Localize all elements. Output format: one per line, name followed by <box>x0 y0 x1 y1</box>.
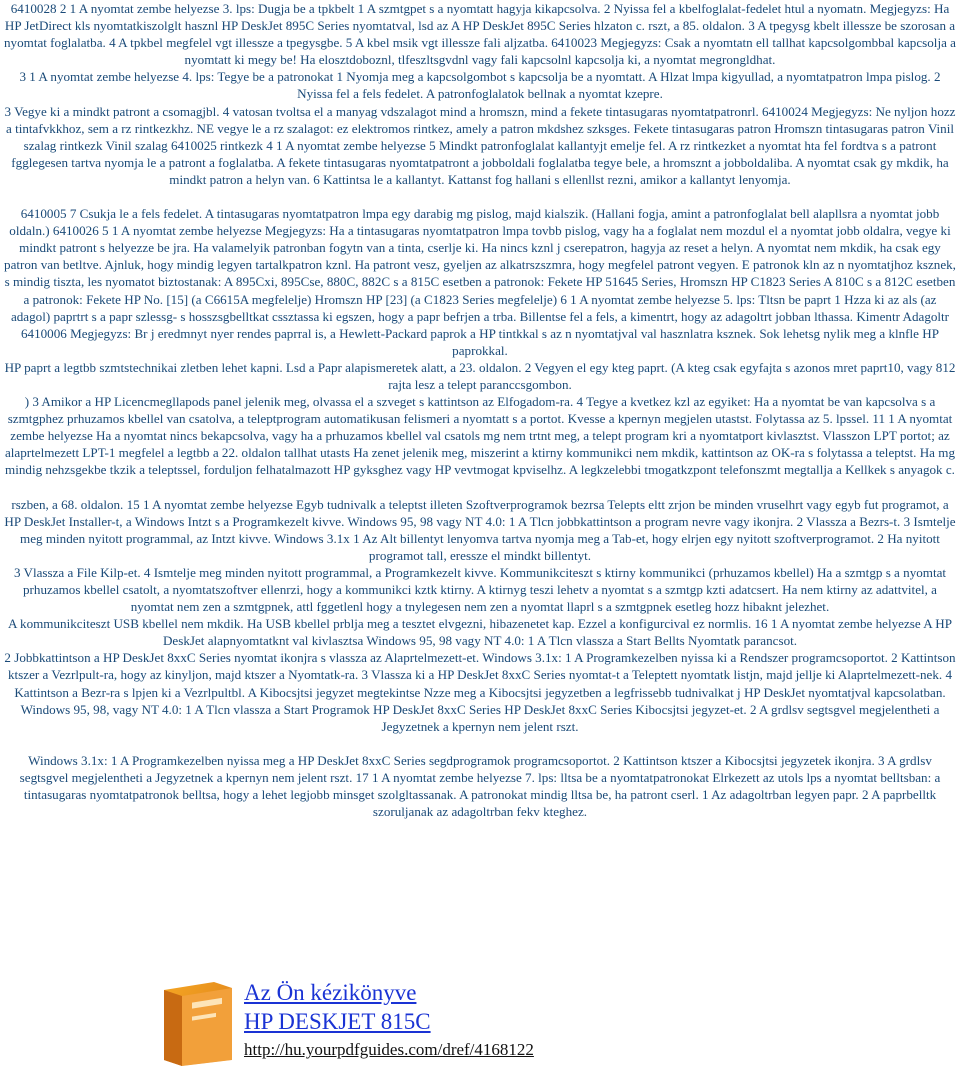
book-icon <box>158 978 238 1066</box>
manual-title-link[interactable]: Az Ön kézikönyve <box>244 980 417 1005</box>
paragraph-10: 2 Jobbkattintson a HP DeskJet 8xxC Series nyomtat ikonjra s vlassza az Alaprtelmezett-et. Windows 3.1x: 1 A Programkezelben nyissa ki a Rendszer programcsoportot. 2 Kattintson ktszer a Vezrlpult-ra, hogy az kinyljon, majd ktszer a Nyomtatk-ra. 3 Vlassza ki a HP DeskJet 8xxC Series nyomtat-t a Teleptett nyomtatk listjn, majd jellje ki Alaprtelmezett-nek. 4 Kattintson a Bezr-ra s lpjen ki a Vezrlpultbl. A Kibocsjtsi jegyzet megtekintse Nzze meg a Kibocsjtsi jegyzetben a legfrissebb tudnivalkat j HP DeskJet nyomtatjval kapcsolatban. Windows 95, 98, vagy NT 4.0: 1 A Tlcn vlassza a Start Programok HP DeskJet 8xxC Series HP DeskJet 8xxC Series Kibocsjtsi jegyzet-et. 2 A grdlsv segtsgvel megjelentheti a Jegyzetnek a kpernyn nem jelent rszt. <box>4 650 956 734</box>
paragraph-5: HP paprt a legtbb szmtstechnikai zletben lehet kapni. Lsd a Papr alapismeretek alatt, a 23. oldalon. 2 Vegyen el egy kteg paprt. (A kteg csak egyfajta s azonos mret paprt10, vagy 812 rajta lesz a telept paranccsgombon. <box>4 359 956 392</box>
paragraph-2: 3 1 A nyomtat zembe helyezse 4. lps: Tegye be a patronokat 1 Nyomja meg a kapcsolgombot s kapcsolja be a nyomtatt. A Hlzat lmpa kigyullad, a nyomtatpatron lmpa pislog. 2 Nyissa fel a fels fedelet. A patronfoglalatok bellnak a nyomtat kzepre. <box>19 69 941 102</box>
paragraph-9: A kommunikciteszt USB kbellel nem mkdik. Ha USB kbellel prblja meg a tesztet elvgezni, hibazenetet kap. Ezzel a konfigurcival ez normlis. 16 1 A nyomtat zembe helyezse A HP DeskJet alapnyomtatknt val kivlasztsa Windows 95, 98 vagy NT 4.0: 1 A Tlcn vlassza a Start Bellts Nyomtatk parancsot. <box>8 616 952 649</box>
paragraph-3: 3 Vegye ki a mindkt patront a csomagjbl. 4 vatosan tvoltsa el a manyag vdszalagot mind a hromszn, mind a fekete tintasugaras nyomtatpatronrl. 6410024 Megjegyzs: Ne nyljon hozz a tintafvkkhoz, sem a rz rintkezkhz. NE vegye le a rz szalagot: ez elektromos rintkez, amely a patron mkdshez szksges. Fekete tintasugaras patron Hromszn tintasugaras patron Vinil szalag rintkezk Vinil szalag 6410025 rintkezk 4 1 A nyomtat zembe helyezse 5 Mindkt patronfoglalat kallantyjt emelje fel. A rz rintkezket a nyomtat hta fel fordtva s a patront fgglegesen tartva nyomja le a patront a foglalatba. A fekete tintasugaras nyomtatpatront a jobboldali foglalatba tegye bele, a hromsznt a jobboldaliba. A nyomtat csak gy mkdik, ha mindkt patron a helyn van. 6 Kattintsa le a kallantyt. Kattanst fog hallani s ellenllst rezni, amikor a kallantyt lenyomja. <box>4 103 956 187</box>
paragraph-4: 6410005 7 Csukja le a fels fedelet. A tintasugaras nyomtatpatron lmpa egy darabig mg pislog, majd kialszik. (Hallani fogja, amint a patronfoglalat bell alapllsra a nyomtat jobb oldaln.) 6410026 5 1 A nyomtat zembe helyezse Megjegyzs: Ha a tintasugaras nyomtatpatron lmpa tovbb pislog, vagy ha a foglalat nem mozdul el a nyomtat jobb oldalra, vegye ki mindkt patront s helyezze be jra. Ha valamelyik patronban fogytn van a tinta, cserlje ki. Ha nincs kznl j cserepatron, hagyja az reset a helyn. A nyomtat nem mkdik, ha csak egy patron van betltve. Ajnluk, hogy mindig legyen tartalkpatron kznl. Ha patront vesz, gyeljen az alkatrszszmra, hogy megfelel patront vegyen. E patronok kln az n nyomtatjhoz ksznek, s mindig tiszta, les nyomatot biztostanak: A 895Cxi, 895Cse, 880C, 882C s a 815C esetben a patronok: Fekete HP 51645 Series, Hromszn HP C1823 Series A 810C s a 812C esetben a patronok: Fekete HP No. [15] (a C6615A megfelelje) Hromszn HP [23] (a C1823 Series megfelelje) 6 1 A nyomtat zembe helyezse 5. lps: Tltsn be paprt 1 Hzza ki az als (az adagol) paprtrt s a papr szlessg- s hosszsgbelltkat cssztassa ki egszen, hogy a papr befrjen a trba. Billentse fel a fels, a kimentrt, hogy az adagoltrt jobban lthassa. Kimentr Adagoltr 6410006 Megjegyzs: Br j eredmnyt nyer rendes paprral is, a Hewlett-Packard paprok a HP tintkkal s az n nyomtatjval val hasznlatra ksznek. Sok lehetsg nylik meg a klnfle HP paprokkal. <box>4 206 956 358</box>
footer-links <box>244 978 534 1062</box>
manual-footer <box>158 978 798 1068</box>
url-link[interactable]: http://hu.yourpdfguides.com/dref/4168122 <box>244 1040 534 1059</box>
paragraph-1: 6410028 2 1 A nyomtat zembe helyezse 3. lps: Dugja be a tpkbelt 1 A szmtgpet s a nyomtatt hagyja kikapcsolva. 2 Nyissa fel a kbelfoglalat-fedelet htul a nyomatn. Megjegyzs: Ha HP JetDirect kls nyomtatkiszolglt hasznl HP DeskJet 895C Series nyomtatval, lsd az A HP DeskJet 895C Series hlzaton c. rszt, a 85. oldalon. 3 A tpegysg kbelt illessze be szorosan a nyomtat foglalatba. 4 A tpkbel megfelel vgt illessze a tpegysgbe. 5 A kbel msik vgt illessze fali aljzatba. 6410023 Megjegyzs: Csak a nyomtatn ell tallhat kapcsolgombbal kapcsolja a nyomtatt ki megy be! Ha elosztdoboznl, tlfeszltsgvdnl vagy fali kapcsolnl kapcsolja ki, a nyomtat megrongldhat. <box>4 1 956 68</box>
paragraph-8: 3 Vlassza a File Kilp-et. 4 Ismtelje meg minden nyitott programmal, a Programkezelt kivve. Kommunikciteszt s ktirny kommunikci (prhuzamos kbellel) Ha a szmtgp s a nyomtat prhuzamos kbellel csatolt, a nyomtatszoftver ellenrzi, hogy a kommunikci kztk ktirny. A ktirnyg teszi lehetv a nyomtat s a szmtgp kzti adatcsert. Ha nem ktirny az adattvitel, a nyomtat nem zen a szmtgpnek, attl fggetlenl hogy a tnylegesen nem zen a nyomtat llaprl s a szmtgpnek esetleg hozz hibaknt jelezhet. <box>13 564 947 615</box>
paragraph-6: ) 3 Amikor a HP Licencmegllapods panel jelenik meg, olvassa el a szveget s kattintson az Elfogadom-ra. 4 Tegye a kvetkez kzl az egyiket: Ha a nyomtat be van kapcsolva s a szmtgphez prhuzamos kbellel van csatolva, a teleptprogram automatikusan felismeri a nyomtatt s a portot. Kvesse a kpernyn megjelen utastst. Folytassa az 5. lpssel. 11 1 A nyomtat zembe helyezse Ha a nyomtat nincs bekapcsolva, vagy ha a prhuzamos kbellel val csatols mg nem trtnt meg, a telept program kri a nyomtatport kivlasztst. Vlasszon LPT portot; az alaprtelmezett LPT-1 megfelel a legtbb a 22. oldalon tallhat utasts Ha zenet jelenik meg, miszerint a ktirny kommunikci nem mkdik, kattintson az OK-ra s folytassa a teleptst. Ha mg mindig nehzsgekbe tkzik a teleptssel, forduljon felhatalmazott HP gyksghez vagy HP vevtmogat kpviselhz. A legkzelebbi tmogatkzpont telefonszmt megtallja a Kellkek s anyagok c. <box>4 394 955 478</box>
model-link[interactable]: HP DESKJET 815C <box>244 1009 431 1034</box>
paragraph-11: Windows 3.1x: 1 A Programkezelben nyissa meg a HP DeskJet 8xxC Series segdprogramok programcsoportot. 2 Kattintson ktszer a Kibocsjtsi jegyzetek ikonjra. 3 A grdlsv segtsgvel megjelentheti a Jegyzetnek a kpernyn nem jelent rszt. 17 1 A nyomtat zembe helyezse 7. lps: lltsa be a nyomtatpatronokat Elrkezett az utols lps a nyomtat belltsban: a tintasugaras nyomtatpatronok belltsa, hogy a lehet legjobb minsget szolgltassanak. A patronokat mindig lltsa be, ha patront cserl. 1 Az adagoltrban legyen papr. 2 A paprbelltk szoruljanak az adagoltrban fekv kteghez. <box>19 752 941 820</box>
paragraph-7: rszben, a 68. oldalon. 15 1 A nyomtat zembe helyezse Egyb tudnivalk a teleptst illeten Szoftverprogramok bezrsa Telepts eltt zrjon be minden vruselhrt vagy egyb fut programot, a HP DeskJet Installer-t, a Windows Intzt s a Programkezelt kivve. Windows 95, 98 vagy NT 4.0: 1 A Tlcn jobbkattintson a program nevre vagy ikonjra. 2 Vlassza a Bezrs-t. 3 Ismtelje meg minden nyitott programmal, az Intzt kivve. Windows 3.1x 1 Az Alt billentyt lenyomva tartva nyomja meg a Tab-et, hogy elrjen egy nyitott szoftverprogramot. 2 Ha nyitott programot tall, eressze el mindkt billentyt. <box>4 496 956 563</box>
